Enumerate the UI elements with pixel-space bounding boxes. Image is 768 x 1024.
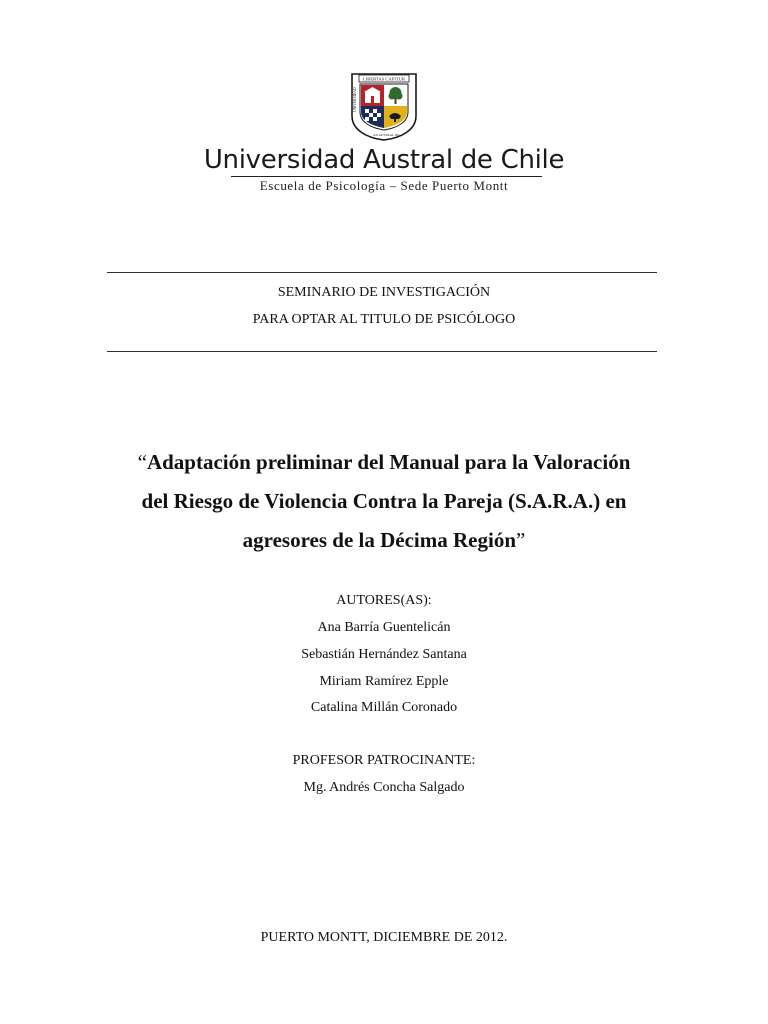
title-line-3-text: agresores de la Décima Región <box>242 528 516 552</box>
title-line-1-text: Adaptación preliminar del Manual para la Valoración <box>146 450 631 474</box>
authors-heading: AUTORES(AS): <box>336 593 432 608</box>
sponsor-name: Mg. Andrés Concha Salgado <box>303 780 465 795</box>
close-quote: ” <box>516 528 526 552</box>
open-quote: “ <box>137 450 147 474</box>
thesis-title <box>80 443 688 560</box>
bottom-divider <box>107 351 657 352</box>
university-crest-logo <box>349 72 419 142</box>
place-and-date: PUERTO MONTT, DICIEMBRE DE 2012. <box>260 930 508 945</box>
svg-text:LIBERTAS CAPITUR: LIBERTAS CAPITUR <box>362 76 406 82</box>
top-divider <box>107 272 657 273</box>
university-name: Universidad Austral de Chile <box>203 145 565 175</box>
svg-text:AD AUSTRAL DE: AD AUSTRAL DE <box>373 133 400 137</box>
svg-text:UNIVERSIDAD: UNIVERSIDAD <box>353 87 357 112</box>
author-name: Ana Barría Guentelicán <box>317 620 451 635</box>
school-name: Escuela de Psicología – Sede Puerto Montt <box>259 178 509 193</box>
title-line-1 <box>80 443 688 482</box>
seminar-line-1: SEMINARIO DE INVESTIGACIÓN <box>277 285 491 300</box>
sponsor-heading: PROFESOR PATROCINANTE: <box>292 753 476 768</box>
seminar-line-2: PARA OPTAR AL TITULO DE PSICÓLOGO <box>252 312 516 327</box>
university-underline <box>231 176 542 177</box>
author-name: Catalina Millán Coronado <box>310 700 458 715</box>
title-line-3 <box>80 521 688 560</box>
author-name: Miriam Ramírez Epple <box>319 674 449 689</box>
author-name: Sebastián Hernández Santana <box>301 647 467 662</box>
title-line-2: del Riesgo de Violencia Contra la Pareja (S.A.R.A.) en <box>141 489 627 513</box>
